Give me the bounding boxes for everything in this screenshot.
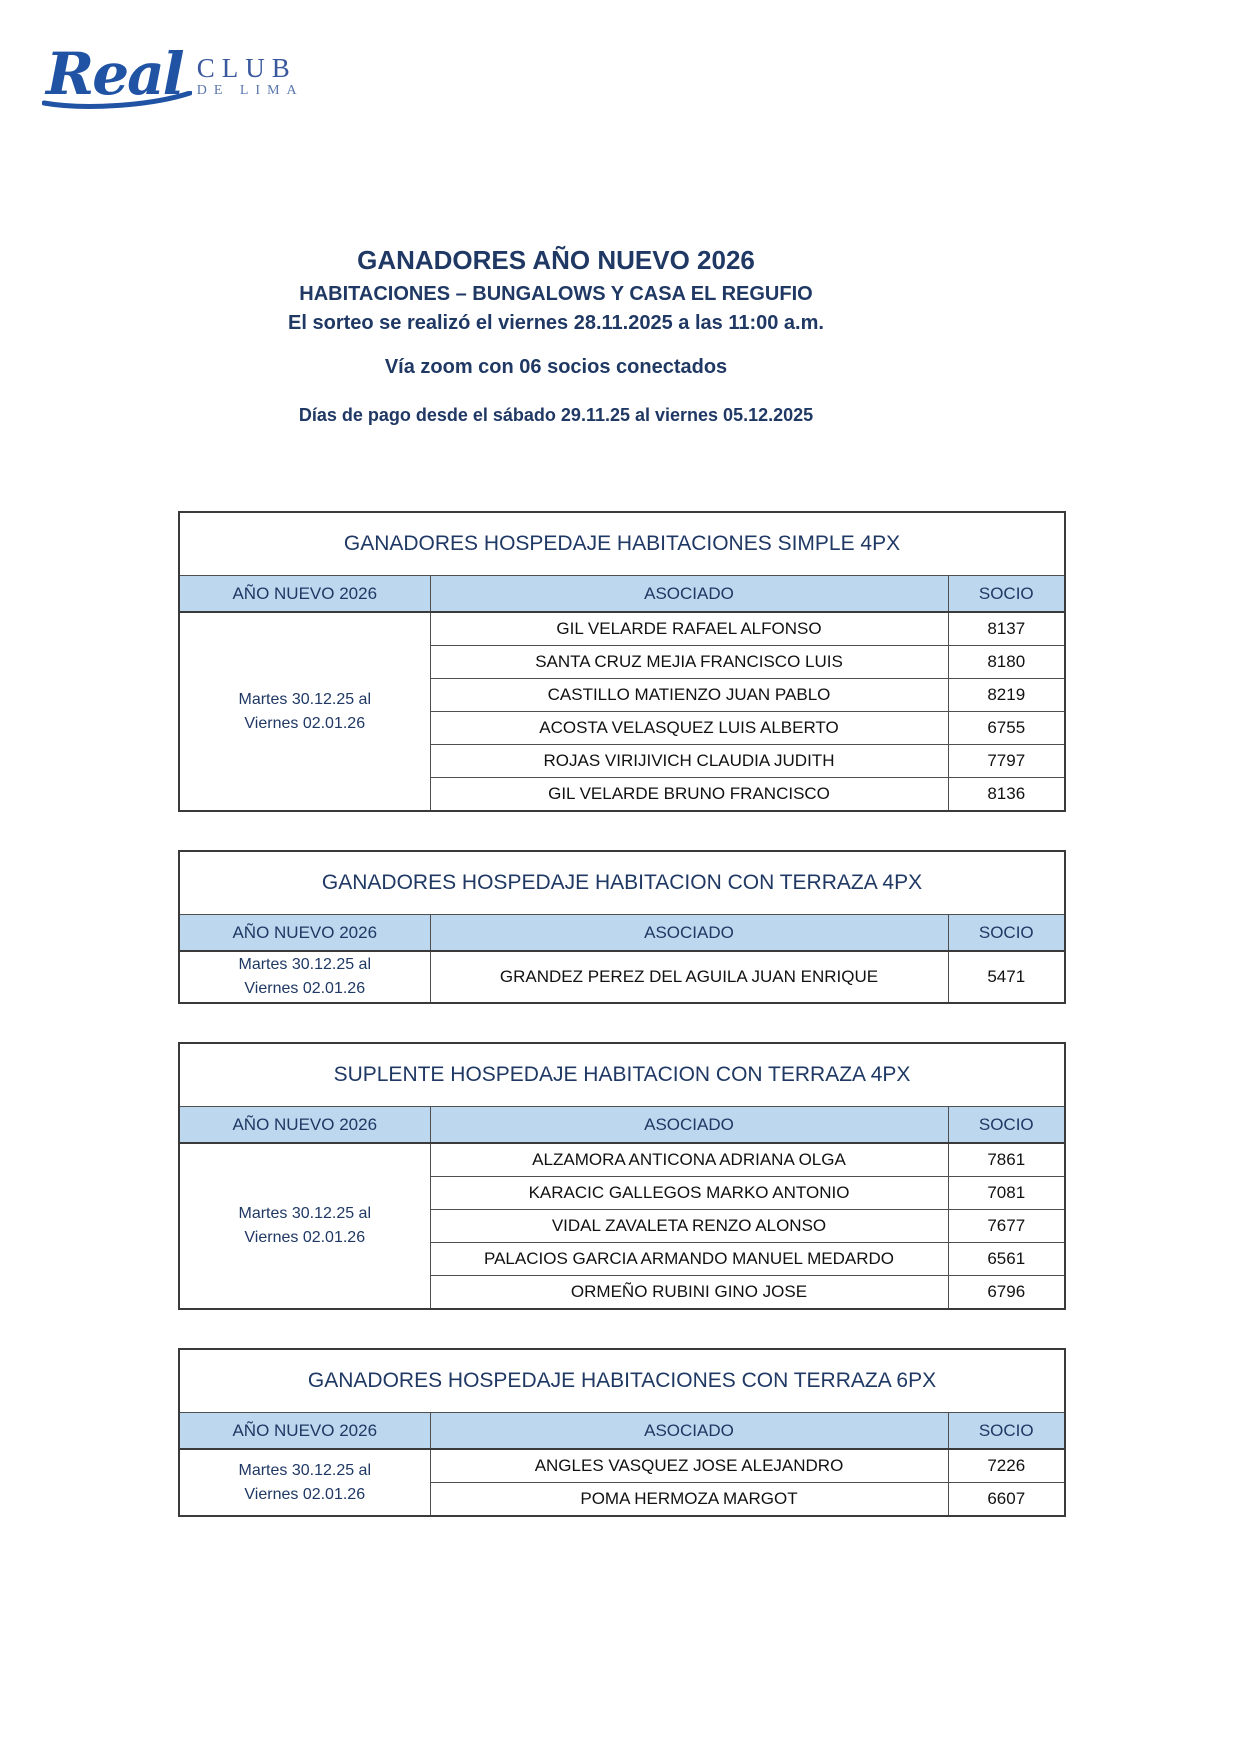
table-row [179, 1449, 1065, 1483]
socio-cell: 7677 [948, 1210, 1065, 1243]
table-row [179, 612, 1065, 646]
column-header: SOCIO [948, 1413, 1065, 1450]
logo-script-wrap [46, 40, 183, 108]
date-range-line: Martes 30.12.25 al [238, 1461, 372, 1479]
table-title: SUPLENTE HOSPEDAJE HABITACION CON TERRAZA 4PX [179, 1043, 1065, 1107]
socio-cell: 6561 [948, 1243, 1065, 1276]
tables-container [178, 511, 1064, 1517]
socio-cell: 8136 [948, 778, 1065, 812]
column-header: ASOCIADO [430, 1107, 948, 1144]
date-range-cell [179, 951, 430, 1003]
asociado-cell: GRANDEZ PEREZ DEL AGUILA JUAN ENRIQUE [430, 951, 948, 1003]
logo-club-text: CLUB [196, 52, 297, 83]
table-row [179, 1143, 1065, 1177]
asociado-cell: ANGLES VASQUEZ JOSE ALEJANDRO [430, 1449, 948, 1483]
asociado-cell: GIL VELARDE BRUNO FRANCISCO [430, 778, 948, 812]
asociado-cell: ORMEÑO RUBINI GINO JOSE [430, 1276, 948, 1310]
logo-script-text: Real [46, 40, 183, 108]
date-range-line: Martes 30.12.25 al [238, 956, 372, 974]
socio-cell: 6607 [948, 1483, 1065, 1517]
logo-swash-icon [42, 91, 192, 109]
asociado-cell: ACOSTA VELASQUEZ LUIS ALBERTO [430, 712, 948, 745]
logo-delima-text: DE LIMA [196, 83, 304, 99]
socio-cell: 8180 [948, 646, 1065, 679]
club-logo [46, 30, 306, 118]
asociado-cell: CASTILLO MATIENZO JUAN PABLO [430, 679, 948, 712]
page-title: GANADORES AÑO NUEVO 2026 [357, 245, 755, 275]
date-range-cell [179, 612, 430, 811]
asociado-cell: ALZAMORA ANTICONA ADRIANA OLGA [430, 1143, 948, 1177]
column-header: ASOCIADO [430, 1413, 948, 1450]
socio-cell: 6796 [948, 1276, 1065, 1310]
date-range-cell [179, 1143, 430, 1309]
socio-cell: 5471 [948, 951, 1065, 1003]
asociado-cell: ROJAS VIRIJIVICH CLAUDIA JUDITH [430, 745, 948, 778]
asociado-cell: VIDAL ZAVALETA RENZO ALONSO [430, 1210, 948, 1243]
column-header: AÑO NUEVO 2026 [179, 1413, 430, 1450]
asociado-cell: POMA HERMOZA MARGOT [430, 1483, 948, 1517]
date-range-line: Viernes 02.01.26 [244, 1229, 366, 1247]
column-header: ASOCIADO [430, 576, 948, 613]
socio-cell: 8137 [948, 612, 1065, 646]
header-block [48, 246, 1064, 427]
table-title: GANADORES HOSPEDAJE HABITACIONES SIMPLE 4PX [179, 512, 1065, 576]
date-range-line: Viernes 02.01.26 [244, 1485, 366, 1503]
socio-cell: 7861 [948, 1143, 1065, 1177]
socio-cell: 7081 [948, 1177, 1065, 1210]
winners-table [178, 850, 1066, 1004]
winners-table [178, 1042, 1066, 1310]
winners-table [178, 1348, 1066, 1517]
asociado-cell: PALACIOS GARCIA ARMANDO MANUEL MEDARDO [430, 1243, 948, 1276]
table-row [179, 951, 1065, 1003]
table-title: GANADORES HOSPEDAJE HABITACION CON TERRAZA 4PX [179, 851, 1065, 915]
date-range-line: Viernes 02.01.26 [244, 714, 366, 732]
column-header: SOCIO [948, 576, 1065, 613]
socio-cell: 6755 [948, 712, 1065, 745]
logo-wordmark [197, 54, 304, 100]
date-range-line: Martes 30.12.25 al [238, 1205, 372, 1223]
asociado-cell: GIL VELARDE RAFAEL ALFONSO [430, 612, 948, 646]
column-header: SOCIO [948, 915, 1065, 952]
column-header: SOCIO [948, 1107, 1065, 1144]
column-header: AÑO NUEVO 2026 [179, 1107, 430, 1144]
payment-days-line: Días de pago desde el sábado 29.11.25 al viernes 05.12.2025 [298, 404, 814, 425]
date-range-line: Martes 30.12.25 al [238, 690, 372, 708]
socio-cell: 7797 [948, 745, 1065, 778]
draw-date-line: El sorteo se realizó el viernes 28.11.2025 a las 11:00 a.m. [288, 311, 824, 334]
date-range-cell [179, 1449, 430, 1516]
page-subtitle: HABITACIONES – BUNGALOWS Y CASA EL REGUFIO [299, 282, 813, 305]
socio-cell: 8219 [948, 679, 1065, 712]
column-header: AÑO NUEVO 2026 [179, 576, 430, 613]
date-range-line: Viernes 02.01.26 [244, 980, 366, 998]
column-header: AÑO NUEVO 2026 [179, 915, 430, 952]
socio-cell: 7226 [948, 1449, 1065, 1483]
zoom-attendance-line: Vía zoom con 06 socios conectados [384, 355, 728, 378]
table-title: GANADORES HOSPEDAJE HABITACIONES CON TERRAZA 6PX [179, 1349, 1065, 1413]
column-header: ASOCIADO [430, 915, 948, 952]
winners-table [178, 511, 1066, 812]
asociado-cell: SANTA CRUZ MEJIA FRANCISCO LUIS [430, 646, 948, 679]
asociado-cell: KARACIC GALLEGOS MARKO ANTONIO [430, 1177, 948, 1210]
